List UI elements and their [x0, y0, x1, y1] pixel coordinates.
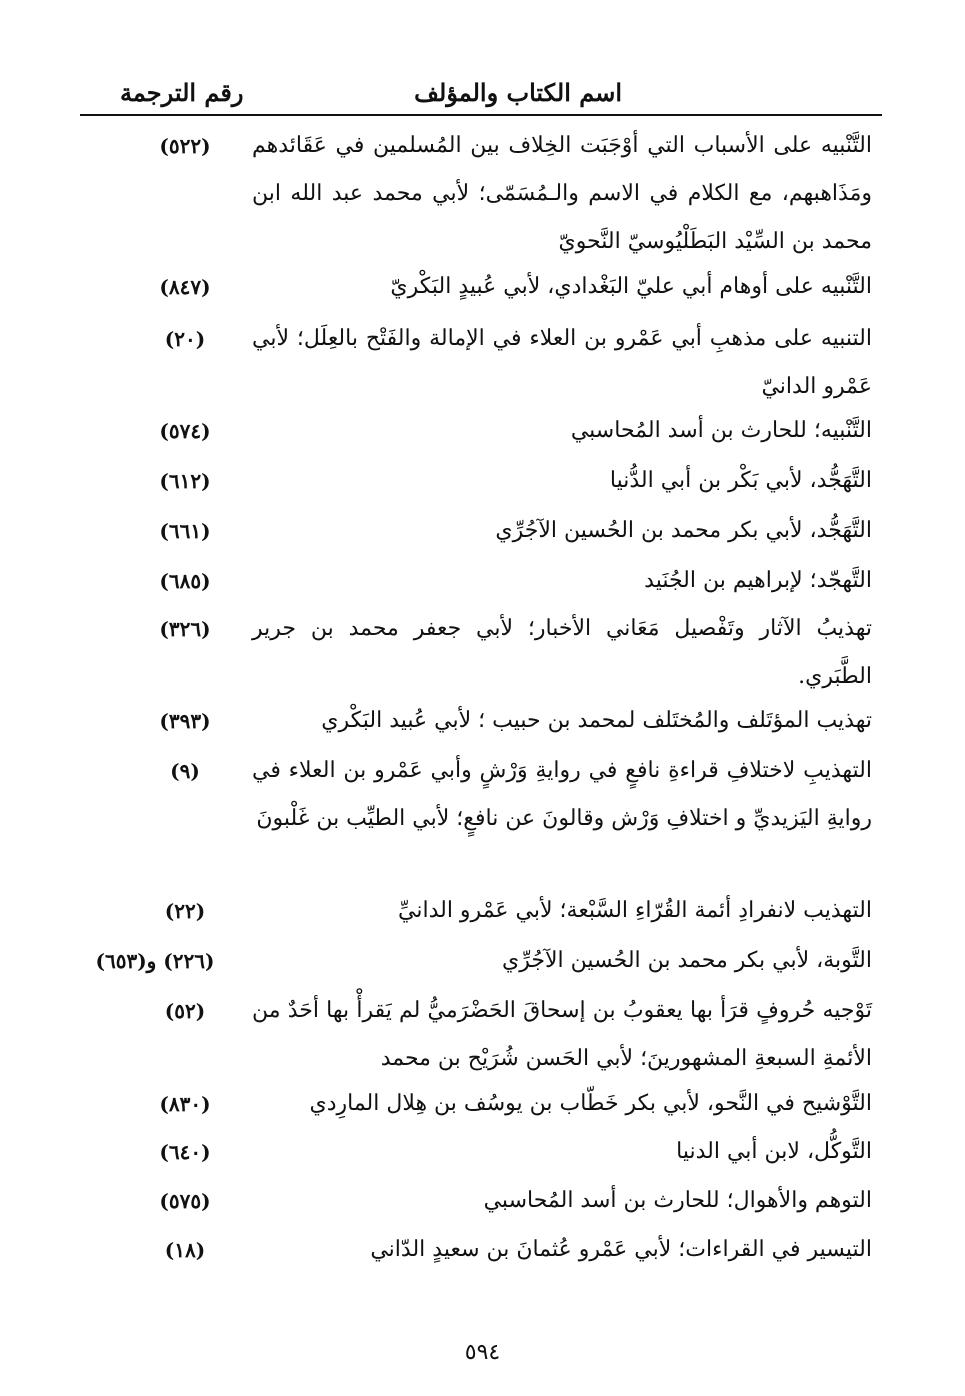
entry-number: (٥٢) [164, 999, 206, 1023]
entry-number: (٢٢) [164, 899, 206, 923]
entry-number: (٩) [170, 759, 200, 783]
header-number-column: رقم الترجمة [120, 78, 244, 107]
entry-number: (٢٢٦) و(٦٥٣) [95, 949, 215, 973]
entry-number: (٥٧٤) [159, 419, 211, 443]
entry-title: التَّوبة، لأبي بكر محمد بن الحُسين الآجُرِّي [502, 948, 872, 973]
entry-number: (١٨) [164, 1238, 206, 1262]
entry-title: التَّوكُّل، لابن أبي الدنيا [676, 1139, 872, 1164]
entry-title: التَّهجّد؛ لإبراهيم بن الجُنَيد [644, 568, 872, 593]
header-title-column: اسم الكتاب والمؤلف [414, 78, 622, 107]
entry-title: التَّنْبيه على أوهام أبي عليّ البَغْدادي، لأبي عُبيدٍ البَكْريّ [390, 274, 872, 299]
entry-title: التهذيب لانفرادِ أئمة القُرّاءِ السَّبْعة؛ لأبي عَمْرو الدانيِّ [398, 898, 872, 923]
entry-number: (٦٦١) [159, 519, 211, 543]
entry-title: التَّنْبيه على الأسباب التي أوْجَبَت الخِلاف بين المُسلمين في عَقَائدهم ومَذَاهبهم، مع الكلام في الاسم والـمُسَمّى؛ لأبي محمد عبد الله ابن محمد بن السِّيْد البَطَلْيُوسيّ النَّحويّ [252, 133, 872, 254]
entry-number: (٨٣٠) [159, 1092, 211, 1116]
entry-title: التنبيه على مذهبِ أبي عَمْرو بن العلاء في الإمالة والفَتْح بالعِلَل؛ لأبي عَمْرو الدانيّ [252, 326, 872, 399]
entry-title: تهذيب المؤتَلف والمُختَلف لمحمد بن حبيب ؛ لأبي عُبيد البَكْري [321, 708, 872, 733]
entry-title: التَّنْبيه؛ للحارث بن أسد المُحاسبي [570, 418, 872, 443]
entry-title: التهذيبِ لاختلافِ قراءةِ نافعٍ في روايةِ وَرْشٍ وأبي عَمْرو بن العلاء في روايةِ اليَزيديِّ و اختلافِ وَرْش وقالونَ عن نافعٍ؛ لأبي الطيِّب بن غَلْبونَ [252, 758, 872, 831]
entry-number: (٦٤٠) [159, 1140, 211, 1164]
entry-number: (٥٧٥) [159, 1189, 211, 1213]
entry-number: (٦١٢) [159, 469, 211, 493]
table-header [80, 78, 882, 116]
entry-title: التَّوْشيح في النَّحو، لأبي بكر خَطّاب بن يوسُف بن هِلال المارِدي [309, 1091, 872, 1116]
page-number: ٥٩٤ [464, 1340, 501, 1365]
entry-number: (٨٤٧) [159, 275, 211, 299]
entry-title: تهذيبُ الآثار وتَفْصيل مَعَاني الأخبار؛ لأبي جعفر محمد بن جرير الطَّبَري. [252, 616, 872, 689]
entry-number: (٣٩٣) [159, 709, 211, 733]
entry-number: (٢٠) [164, 327, 206, 351]
entry-title: تَوْجيه حُروفٍ قرَأ بها يعقوبُ بن إسحاقَ الحَضْرَميُّ لم يَقرأْ بها أحَدٌ من الأئمةِ السبعةِ المشهورينَ؛ لأبي الحَسن شُرَيْح بن محمد [252, 998, 872, 1071]
entry-number: (٥٢٢) [159, 134, 211, 158]
entry-title: التَّهَجُّد، لأبي بكر محمد بن الحُسين الآجُرِّي [495, 518, 872, 543]
entry-title: التوهم والأهوال؛ للحارث بن أسد المُحاسبي [483, 1188, 872, 1213]
entry-title: التيسير في القراءات؛ لأبي عَمْرو عُثمانَ بن سعيدٍ الدّاني [370, 1237, 872, 1262]
entry-number: (٣٢٦) [159, 617, 211, 641]
entry-title: التَّهَجُّد، لأبي بَكْر بن أبي الدُّنيا [609, 468, 872, 493]
entry-number: (٦٨٥) [159, 569, 211, 593]
